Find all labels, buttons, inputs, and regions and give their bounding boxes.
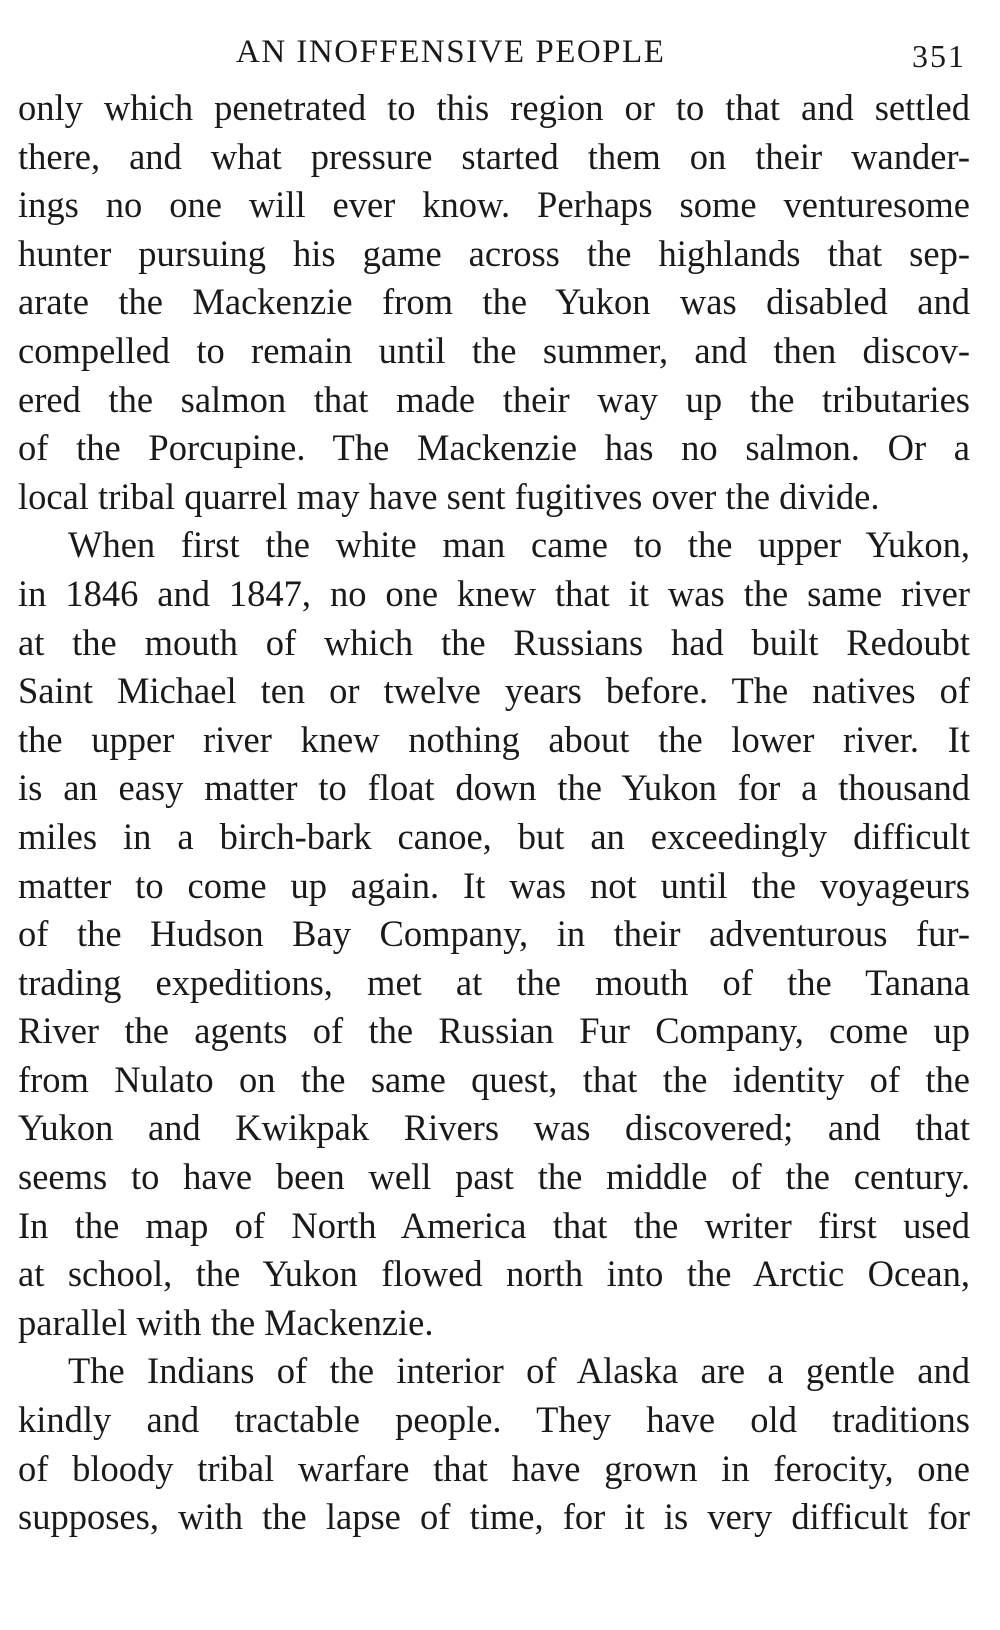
paragraph <box>18 84 970 521</box>
text-line: is an easy matter to float down the Yukon for a thousand <box>18 767 970 809</box>
text-line: of the Porcupine. The Mackenzie has no salmon. Or a <box>18 427 970 469</box>
book-page <box>18 28 970 1542</box>
text-line: matter to come up again. It was not until the voyageurs <box>18 864 970 906</box>
text-line: Saint Michael ten or twelve years before. The natives of <box>18 670 970 712</box>
text-line: When first the white man came to the upper Yukon, <box>68 524 970 566</box>
text-line: local tribal quarrel may have sent fugitives over the divide. <box>18 475 880 517</box>
text-line: of the Hudson Bay Company, in their adventurous fur- <box>18 913 970 955</box>
text-line: trading expeditions, met at the mouth of the Tanana <box>18 961 970 1003</box>
text-line: at the mouth of which the Russians had built Redoubt <box>18 621 970 663</box>
paragraph <box>18 1347 970 1541</box>
running-head <box>18 28 970 84</box>
text-line: compelled to remain until the summer, and then discov- <box>18 329 970 371</box>
text-line: only which penetrated to this region or to that and settled <box>18 87 970 128</box>
text-line: there, and what pressure started them on their wander- <box>18 135 970 177</box>
text-line: arate the Mackenzie from the Yukon was disabled and <box>18 281 970 323</box>
text-line: River the agents of the Russian Fur Company, come up <box>18 1010 970 1052</box>
body-text <box>18 84 970 1542</box>
text-line: supposes, with the lapse of time, for it is very difficult for <box>18 1496 970 1538</box>
text-line: at school, the Yukon flowed north into the Arctic Ocean, <box>18 1253 970 1295</box>
text-line: from Nulato on the same quest, that the identity of the <box>18 1058 970 1100</box>
text-line: ered the salmon that made their way up the tributaries <box>18 378 970 420</box>
text-line: miles in a birch-bark canoe, but an exceedingly difficult <box>18 815 970 857</box>
text-line: parallel with the Mackenzie. <box>18 1301 434 1343</box>
text-line: kindly and tractable people. They have old traditions <box>18 1399 970 1441</box>
text-line: the upper river knew nothing about the lower river. It <box>18 718 970 760</box>
paragraph <box>18 521 970 1347</box>
text-line: in 1846 and 1847, no one knew that it was the same river <box>18 572 970 614</box>
text-line: seems to have been well past the middle of the century. <box>18 1156 970 1198</box>
running-title: AN INOFFENSIVE PEOPLE <box>236 34 666 70</box>
page-number: 351 <box>912 38 966 74</box>
text-line: Yukon and Kwikpak Rivers was discovered; and that <box>18 1107 970 1149</box>
text-line: In the map of North America that the writer first used <box>18 1204 970 1246</box>
text-line: of bloody tribal warfare that have grown in ferocity, one <box>18 1447 970 1489</box>
text-line: hunter pursuing his game across the highlands that sep- <box>18 232 970 274</box>
text-line: The Indians of the interior of Alaska are a gentle and <box>68 1350 970 1392</box>
text-line: ings no one will ever know. Perhaps some venturesome <box>18 184 970 226</box>
